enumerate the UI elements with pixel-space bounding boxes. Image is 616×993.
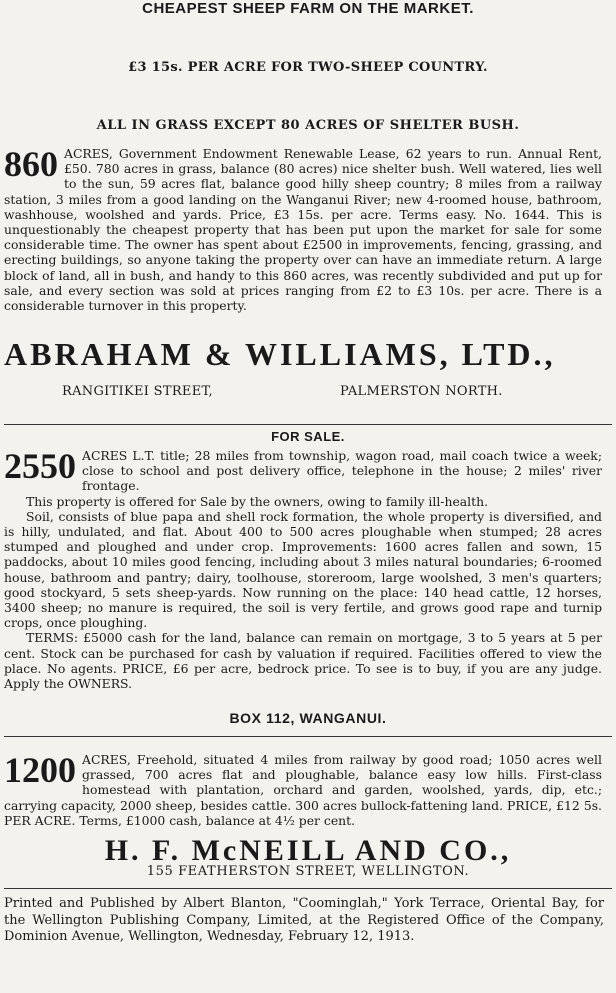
firm-name-mcneill: H. F. McNEILL AND CO.,: [104, 834, 512, 867]
divider: [4, 888, 612, 889]
subheadline: £3 15s. PER ACRE FOR TWO-SHEEP COUNTRY.: [128, 60, 488, 75]
headline: CHEAPEST SHEEP FARM ON THE MARKET.: [142, 0, 474, 17]
firm-town: PALMERSTON NORTH.: [340, 384, 503, 399]
firm-name-abraham-williams: ABRAHAM & WILLIAMS, LTD.,: [4, 336, 556, 372]
advertisement-2550-acres: [4, 448, 602, 691]
divider: [4, 424, 612, 425]
acres-figure: 860: [4, 144, 58, 184]
advertisement-paragraph: This property is offered for Sale by the owners, owing to family ill-health.: [26, 493, 489, 509]
firm-address: 155 FEATHERSTON STREET, WELLINGTON.: [146, 864, 470, 879]
advertisement-paragraph: Soil, consists of blue papa and shell rock formation, the whole property is diversified, and is hilly, undulated, and flat. About 400 to 500 acres ploughable when stumped; 28 acres stumped and ploughed and under crop. Improvements: 1600 acres fallen and sown, 15 paddocks, about 10 miles good fencing, including about 3 miles natural boundaries; 6-roomed house, bathroom and pantry; dairy, toolhouse, storeroom, large woolshed, 3 men's quarters; good stockyard, 5 sets sheep-yards. Now running on the place: 140 head cattle, 12 horses, 3400 sheep; no manure is required, the soil is very fertile, and grows good rape and turnip crops, once ploughing.: [4, 508, 602, 631]
advertisement-terms: TERMS: £5000 cash for the land, balance can remain on mortgage, 3 to 5 years at 5 per cent. Stock can be purchased for cash by valuation if required. Facilities offered to view the place. No agents. PRICE, £6 per acre, bedrock price. To see is to buy, if you are any judge. Apply the OWNERS.: [4, 630, 602, 692]
acres-figure: 1200: [4, 750, 76, 790]
grass-line: ALL IN GRASS EXCEPT 80 ACRES OF SHELTER BUSH.: [96, 118, 520, 133]
imprint-notice: Printed and Published by Albert Blanton, "Coominglah," York Terrace, Oriental Bay, for the Wellington Publishing Company, Limited, at the Registered Office of the Company, Dominion Avenue, Wellington, Wednesday, February 12, 1913.: [4, 896, 604, 944]
acres-figure: 2550: [4, 446, 76, 486]
advertisement-body: ACRES, Freehold, situated 4 miles from railway by good road; 1050 acres well grassed, 700 acres flat and ploughable, balance easy low hills. First-class homestead with plantation, orchard and garden, woolshed, yards, dip, etc.; carrying capacity, 2000 sheep, besides cattle. 300 acres bullock-fattening land. PRICE, £12 5s. PER ACRE. Terms, £1000 cash, balance at 4½ per cent.: [4, 752, 602, 828]
advertisement-intro: ACRES L.T. title; 28 miles from township, wagon road, mail coach twice a week; close to school and post delivery office, telephone in the house; 2 miles' river frontage.: [82, 448, 602, 494]
divider: [4, 736, 612, 737]
firm-street: RANGITIKEI STREET,: [62, 384, 213, 399]
advertisement-860-acres: [4, 146, 602, 313]
advertisement-body: ACRES, Government Endowment Renewable Lease, 62 years to run. Annual Rent, £50. 780 acres in grass, balance (80 acres) nice shelter bush. Well watered, lies well to the sun, 59 acres flat, balance good hilly sheep country; 8 miles from a railway station, 3 miles from a good landing on the Wanganui River; new 4-roomed house, bathroom, washhouse, woolshed and yards. Price, £3 15s. per acre. Terms easy. No. 1644. This is unquestionably the cheapest property that has been put upon the market for sale for some considerable time. The owner has spent about £2500 in improvements, fencing, grassing, and erecting buildings, so anyone taking the property over can have an immediate return. A large block of land, all in bush, and handy to this 860 acres, was recently subdivided and put up for sale, and every section was sold at prices ranging from £2 to £3 10s. per acre. There is a considerable turnover in this property.: [4, 146, 602, 314]
advertisement-1200-acres: [4, 752, 602, 828]
box-address: BOX 112, WANGANUI.: [229, 710, 387, 726]
for-sale-heading: FOR SALE.: [271, 429, 345, 444]
